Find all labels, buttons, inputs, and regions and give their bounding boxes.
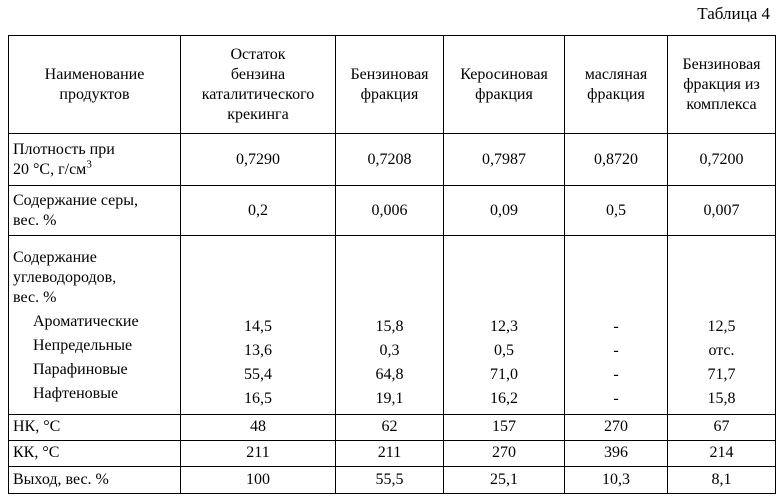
yield-value: 55,5 bbox=[336, 466, 444, 493]
header-col-oil-fraction: масляная фракция bbox=[565, 36, 668, 134]
density-row bbox=[9, 134, 776, 186]
kk-value: 270 bbox=[444, 440, 565, 466]
density-label: Плотность при 20 °С, $г/см^3$ bbox=[9, 134, 181, 186]
table-caption: Таблица 4 bbox=[697, 4, 770, 23]
header-col-residue: Остаток бензина каталитического крекинга bbox=[181, 36, 336, 134]
nk-label: НК, °С bbox=[9, 414, 181, 440]
density-value: 0,7987 bbox=[444, 134, 565, 186]
hydrocarbon-name: Ароматические bbox=[33, 313, 139, 331]
hydrocarbon-values-col: 15,8 0,3 64,8 19,1 bbox=[336, 236, 444, 414]
data-table bbox=[8, 35, 776, 494]
hydrocarbon-values-col: 12,3 0,5 71,0 16,2 bbox=[444, 236, 565, 414]
kk-value: 214 bbox=[668, 440, 776, 466]
hydrocarbon-values-col: - - - - bbox=[565, 236, 668, 414]
sulfur-value: 0,006 bbox=[336, 186, 444, 236]
nk-value: 67 bbox=[668, 414, 776, 440]
kk-label: КК, °С bbox=[9, 440, 181, 466]
yield-value: 8,1 bbox=[668, 466, 776, 493]
density-value: 0,7290 bbox=[181, 134, 336, 186]
header-row bbox=[9, 36, 776, 134]
header-col-gasoline-fraction: Бензиновая фракция bbox=[336, 36, 444, 134]
sulfur-row bbox=[9, 186, 776, 236]
hydrocarbon-name: Нафтеновые bbox=[33, 385, 119, 403]
sulfur-label: Содержание серы, вес. % bbox=[9, 186, 181, 236]
hydrocarbon-group-row bbox=[9, 236, 776, 414]
yield-value: 10,3 bbox=[565, 466, 668, 493]
yield-label: Выход, вес. % bbox=[9, 466, 181, 493]
density-value: 0,8720 bbox=[565, 134, 668, 186]
kk-value: 211 bbox=[336, 440, 444, 466]
hydrocarbon-label: Содержание углеводородов, вес. % Ароматические Непредельные Парафиновые Нафтеновые bbox=[9, 236, 181, 414]
nk-value: 270 bbox=[565, 414, 668, 440]
sulfur-value: 0,007 bbox=[668, 186, 776, 236]
sulfur-value: 0,09 bbox=[444, 186, 565, 236]
nk-row bbox=[9, 414, 776, 440]
sulfur-value: 0,5 bbox=[565, 186, 668, 236]
hydrocarbon-values-col: 12,5 отс. 71,7 15,8 bbox=[668, 236, 776, 414]
yield-value: 25,1 bbox=[444, 466, 565, 493]
hydrocarbon-name: Парафиновые bbox=[33, 361, 128, 379]
kk-value: 396 bbox=[565, 440, 668, 466]
density-value: 0,7200 bbox=[668, 134, 776, 186]
hydrocarbon-name: Непредельные bbox=[33, 337, 133, 355]
header-col-complex-fraction: Бензиновая фракция из комплекса bbox=[668, 36, 776, 134]
yield-value: 100 bbox=[181, 466, 336, 493]
hydrocarbon-values-col: 14,5 13,6 55,4 16,5 bbox=[181, 236, 336, 414]
sulfur-value: 0,2 bbox=[181, 186, 336, 236]
nk-value: 48 bbox=[181, 414, 336, 440]
kk-row bbox=[9, 440, 776, 466]
header-product-name: Наименование продуктов bbox=[9, 36, 181, 134]
nk-value: 62 bbox=[336, 414, 444, 440]
density-value: 0,7208 bbox=[336, 134, 444, 186]
yield-row bbox=[9, 466, 776, 493]
nk-value: 157 bbox=[444, 414, 565, 440]
kk-value: 211 bbox=[181, 440, 336, 466]
header-col-kerosene-fraction: Керосиновая фракция bbox=[444, 36, 565, 134]
